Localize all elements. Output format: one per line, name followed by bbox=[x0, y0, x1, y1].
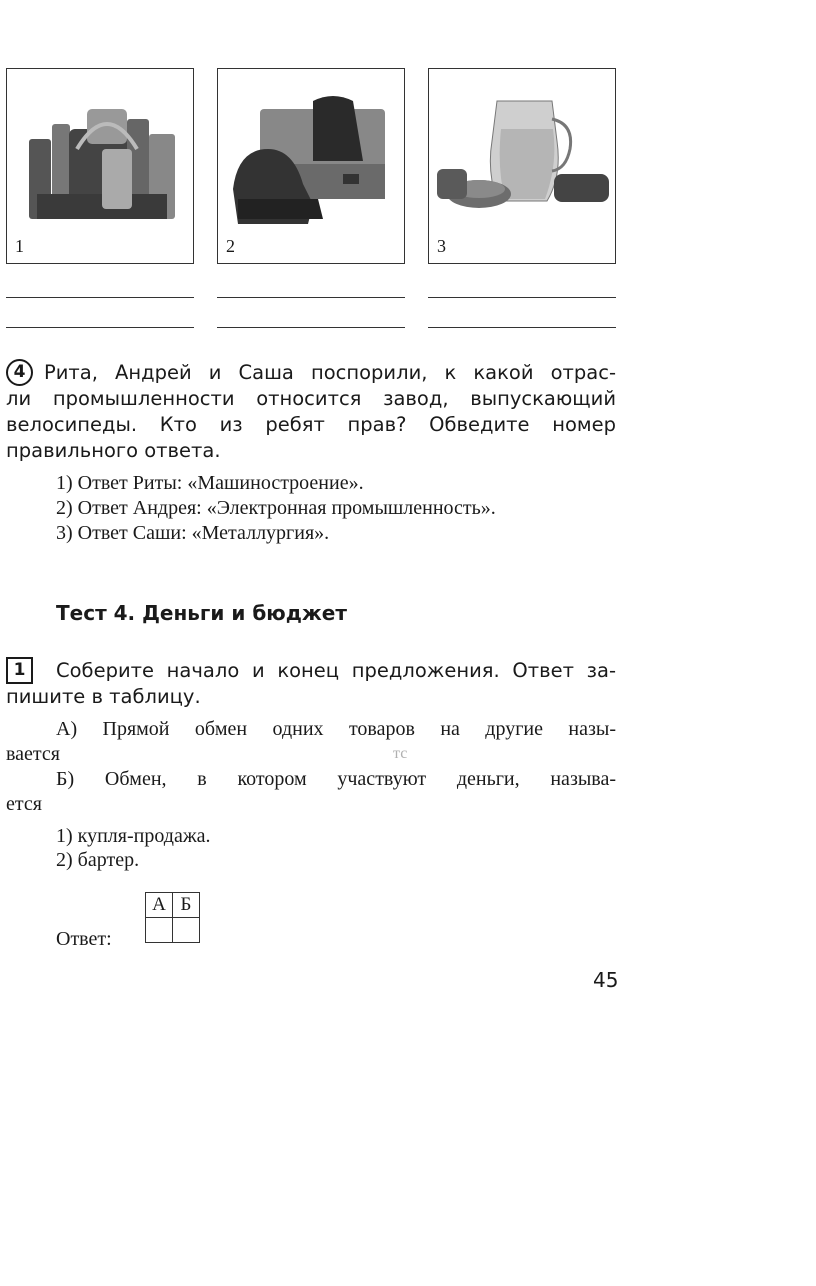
task4-option-3[interactable]: 3) Ответ Саши: «Металлургия». bbox=[56, 522, 330, 544]
task1-line-1: Соберите начало и конец предложения. Ответ за- bbox=[56, 659, 616, 682]
task1-option-2: 2) бартер. bbox=[56, 849, 140, 871]
task-number-box: 1 bbox=[6, 657, 33, 684]
food-products-icon bbox=[429, 69, 615, 263]
task4-line-4: правильного ответа. bbox=[6, 439, 221, 462]
answer-line[interactable] bbox=[6, 297, 194, 298]
answer-table bbox=[145, 892, 200, 943]
task4-line-3: велосипеды. Кто из ребят прав? Обведите номер bbox=[6, 413, 616, 436]
task4-option-2[interactable]: 2) Ответ Андрея: «Электронная промышленность». bbox=[56, 497, 496, 519]
page-number: 45 bbox=[593, 968, 619, 992]
task1-item-b-line-2: ется bbox=[6, 793, 42, 815]
answer-line[interactable] bbox=[428, 327, 616, 328]
image-box-1 bbox=[6, 68, 194, 264]
task4-line-1: Рита, Андрей и Саша поспорили, к какой отрас- bbox=[44, 361, 616, 384]
task1-option-1: 1) купля-продажа. bbox=[56, 825, 211, 847]
image-number: 2 bbox=[226, 236, 235, 256]
answer-cell-b[interactable] bbox=[173, 918, 200, 943]
task-number-circle: 4 bbox=[6, 359, 33, 386]
task1-line-2: пишите в таблицу. bbox=[6, 685, 201, 708]
answer-table-header-b: Б bbox=[173, 893, 200, 918]
answer-cell-a[interactable] bbox=[146, 918, 173, 943]
image-box-2 bbox=[217, 68, 405, 264]
task1-item-b-line-1: Б) Обмен, в котором участвуют деньги, называ- bbox=[56, 768, 616, 790]
answer-table-header-a: А bbox=[146, 893, 173, 918]
answer-line[interactable] bbox=[428, 297, 616, 298]
task1-item-a-line-2: вается bbox=[6, 743, 60, 765]
answer-line[interactable] bbox=[6, 327, 194, 328]
answer-line[interactable] bbox=[217, 327, 405, 328]
answer-line[interactable] bbox=[217, 297, 405, 298]
stray-text: тс bbox=[393, 745, 408, 762]
leather-goods-icon bbox=[218, 69, 404, 263]
answer-label: Ответ: bbox=[56, 928, 112, 950]
image-number: 3 bbox=[437, 236, 446, 256]
image-number: 1 bbox=[15, 236, 24, 256]
test-title: Тест 4. Деньги и бюджет bbox=[56, 601, 347, 625]
task4-line-2: ли промышленности относится завод, выпускающий bbox=[6, 387, 616, 410]
task4-option-1[interactable]: 1) Ответ Риты: «Машиностроение». bbox=[56, 472, 364, 494]
task1-item-a-line-1: А) Прямой обмен одних товаров на другие назы- bbox=[56, 718, 616, 740]
image-box-3 bbox=[428, 68, 616, 264]
cleaning-products-icon bbox=[7, 69, 193, 263]
